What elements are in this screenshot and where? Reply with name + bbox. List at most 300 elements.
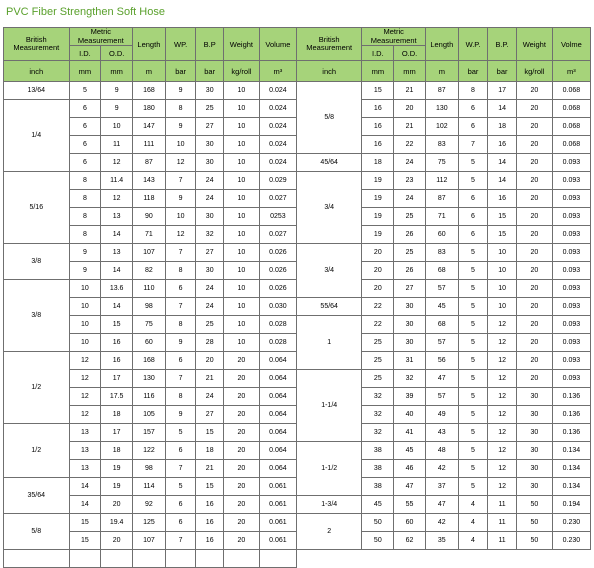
bp-cell: 18 [196,442,223,460]
wp-cell: 6 [165,514,196,532]
weight-cell: 20 [516,298,552,316]
british-size-cell: 3/4 [296,172,362,244]
length-cell: 57 [425,334,458,352]
volume-cell: 0.029 [259,172,296,190]
weight-cell: 30 [516,442,552,460]
hose-spec-table [3,27,591,568]
id-cell: 15 [69,514,101,532]
length-cell: 48 [425,442,458,460]
header-od-left: O.D. [101,46,133,61]
weight-cell: 50 [516,496,552,514]
id-cell: 20 [362,244,394,262]
wp-cell: 7 [458,136,488,154]
length-cell [133,550,166,568]
od-cell: 21 [394,118,426,136]
volume-cell: 0.230 [552,532,590,550]
unit-inch-right: inch [296,61,362,82]
weight-cell: 20 [516,100,552,118]
table-row [4,154,591,172]
volume-cell: 0.027 [259,190,296,208]
id-cell: 14 [69,478,101,496]
length-cell: 110 [133,280,166,298]
id-cell: 10 [69,334,101,352]
british-size-cell: 5/8 [4,514,70,550]
bp-cell: 11 [488,496,517,514]
volume-cell: 0.026 [259,262,296,280]
id-cell: 45 [362,496,394,514]
wp-cell: 7 [165,532,196,550]
length-cell: 87 [133,154,166,172]
british-size-cell: 5/8 [296,82,362,154]
wp-cell: 4 [458,514,488,532]
volume-cell: 0.093 [552,154,590,172]
id-cell: 15 [362,82,394,100]
british-size-cell: 45/64 [296,154,362,172]
volume-cell: 0.064 [259,352,296,370]
length-cell: 45 [425,298,458,316]
weight-cell: 10 [223,262,259,280]
wp-cell: 6 [458,226,488,244]
volume-cell: 0.134 [552,460,590,478]
weight-cell: 20 [516,226,552,244]
bp-cell: 10 [488,244,517,262]
wp-cell: 10 [165,208,196,226]
weight-cell: 10 [223,118,259,136]
header-id-right: I.D. [362,46,394,61]
od-cell: 11 [101,136,133,154]
british-size-cell: 1/2 [4,352,70,424]
id-cell: 8 [69,226,101,244]
volume-cell: 0.028 [259,334,296,352]
id-cell: 10 [69,280,101,298]
id-cell: 19 [362,226,394,244]
volume-cell: 0.093 [552,280,590,298]
weight-cell: 20 [516,262,552,280]
length-cell: 47 [425,370,458,388]
wp-cell: 6 [165,352,196,370]
british-size-cell: 1-3/4 [296,496,362,514]
length-cell: 102 [425,118,458,136]
wp-cell: 5 [458,370,488,388]
od-cell: 13 [101,208,133,226]
bp-cell: 24 [196,298,223,316]
length-cell: 82 [133,262,166,280]
od-cell: 21 [394,82,426,100]
table-row [4,244,591,262]
length-cell: 42 [425,460,458,478]
volume-cell: 0.093 [552,244,590,262]
weight-cell: 10 [223,82,259,100]
british-size-cell [4,550,70,568]
length-cell: 35 [425,532,458,550]
id-cell: 14 [69,496,101,514]
od-cell: 16 [101,334,133,352]
weight-cell: 10 [223,244,259,262]
od-cell: 41 [394,424,426,442]
header-metric-left: Metric Measurement [69,28,132,46]
id-cell: 38 [362,478,394,496]
bp-cell: 30 [196,262,223,280]
header-weight-right: Weight [516,28,552,61]
volume-cell: 0.026 [259,244,296,262]
od-cell: 26 [394,226,426,244]
volume-cell: 0.030 [259,298,296,316]
wp-cell: 6 [165,280,196,298]
weight-cell: 20 [223,496,259,514]
od-cell: 15 [101,316,133,334]
weight-cell: 20 [516,118,552,136]
volume-cell: 0.134 [552,442,590,460]
british-size-cell: 1 [296,316,362,370]
id-cell: 50 [362,532,394,550]
weight-cell: 10 [223,136,259,154]
wp-cell: 7 [165,298,196,316]
length-cell: 147 [133,118,166,136]
od-cell: 18 [101,406,133,424]
weight-cell: 20 [223,370,259,388]
british-size-cell: 1-1/2 [296,442,362,496]
wp-cell: 7 [165,370,196,388]
weight-cell: 50 [516,514,552,532]
volume-cell: 0.064 [259,388,296,406]
bp-cell: 17 [488,82,517,100]
wp-cell: 12 [165,154,196,172]
british-size-cell: 13/64 [4,82,70,100]
od-cell: 47 [394,478,426,496]
weight-cell: 10 [223,226,259,244]
od-cell: 20 [101,496,133,514]
weight-cell: 10 [223,172,259,190]
bp-cell: 15 [196,424,223,442]
volume-cell: 0.093 [552,370,590,388]
id-cell: 6 [69,118,101,136]
weight-cell: 10 [223,334,259,352]
weight-cell: 20 [516,208,552,226]
od-cell: 55 [394,496,426,514]
volume-cell [259,550,296,568]
table-row [4,496,591,514]
british-size-cell: 1-1/4 [296,370,362,442]
weight-cell: 10 [223,190,259,208]
wp-cell: 5 [458,442,488,460]
bp-cell: 27 [196,406,223,424]
length-cell: 60 [425,226,458,244]
british-size-cell: 1/2 [4,424,70,478]
weight-cell: 20 [223,406,259,424]
weight-cell: 20 [516,316,552,334]
weight-cell: 20 [516,154,552,172]
od-cell: 24 [394,154,426,172]
unit-m-right: m [425,61,458,82]
od-cell: 17.5 [101,388,133,406]
weight-cell: 10 [223,208,259,226]
id-cell: 10 [69,298,101,316]
volume-cell: 0.068 [552,82,590,100]
id-cell: 25 [362,334,394,352]
od-cell: 27 [394,280,426,298]
bp-cell: 12 [488,352,517,370]
id-cell: 12 [69,352,101,370]
wp-cell: 8 [165,388,196,406]
bp-cell: 16 [196,532,223,550]
od-cell: 20 [394,100,426,118]
weight-cell: 10 [223,280,259,298]
id-cell: 13 [69,442,101,460]
id-cell: 19 [362,208,394,226]
bp-cell: 12 [488,334,517,352]
weight-cell: 20 [516,82,552,100]
bp-cell: 30 [196,82,223,100]
od-cell: 32 [394,370,426,388]
volume-cell: 0.093 [552,226,590,244]
bp-cell: 11 [488,532,517,550]
bp-cell: 16 [488,136,517,154]
od-cell: 26 [394,262,426,280]
od-cell: 30 [394,334,426,352]
length-cell: 42 [425,514,458,532]
length-cell: 107 [133,532,166,550]
length-cell: 68 [425,262,458,280]
id-cell: 18 [362,154,394,172]
bp-cell: 30 [196,154,223,172]
id-cell: 19 [362,172,394,190]
volume-cell: 0.093 [552,316,590,334]
wp-cell: 5 [458,352,488,370]
wp-cell: 4 [458,532,488,550]
length-cell: 98 [133,298,166,316]
weight-cell [223,550,259,568]
od-cell: 62 [394,532,426,550]
volume-cell: 0.068 [552,100,590,118]
wp-cell: 5 [458,334,488,352]
wp-cell: 5 [458,388,488,406]
bp-cell: 30 [196,136,223,154]
british-size-cell: 3/8 [4,280,70,352]
table-row [4,370,591,388]
id-cell: 9 [69,244,101,262]
wp-cell: 7 [165,172,196,190]
length-cell: 60 [133,334,166,352]
bp-cell: 12 [488,388,517,406]
volume-cell: 0.064 [259,460,296,478]
length-cell: 112 [425,172,458,190]
unit-bar-right: bar [458,61,488,82]
length-cell: 75 [133,316,166,334]
length-cell: 75 [425,154,458,172]
wp-cell: 9 [165,190,196,208]
od-cell: 19 [101,460,133,478]
header-metric-right: Metric Measurement [362,28,425,46]
bp-cell: 10 [488,262,517,280]
weight-cell: 30 [516,478,552,496]
wp-cell: 5 [458,280,488,298]
wp-cell: 9 [165,406,196,424]
id-cell: 16 [362,118,394,136]
weight-cell: 20 [223,532,259,550]
header-bp-left: B.P [196,28,223,61]
wp-cell: 8 [165,262,196,280]
weight-cell: 30 [516,388,552,406]
volume-cell: 0.093 [552,298,590,316]
id-cell: 16 [362,136,394,154]
volume-cell: 0.064 [259,406,296,424]
volume-cell: 0.024 [259,136,296,154]
bp-cell: 12 [488,442,517,460]
wp-cell: 6 [458,118,488,136]
unit-mm-right: mm [362,61,394,82]
weight-cell: 20 [223,442,259,460]
unit-m3-left: m³ [259,61,296,82]
header-volume-right: Volme [552,28,590,61]
id-cell: 20 [362,262,394,280]
header-od-right: O.D. [394,46,426,61]
volume-cell: 0.061 [259,496,296,514]
wp-cell: 5 [458,244,488,262]
volume-cell: 0.068 [552,118,590,136]
bp-cell: 12 [488,406,517,424]
id-cell: 25 [362,352,394,370]
volume-cell: 0.026 [259,280,296,298]
wp-cell: 12 [165,226,196,244]
length-cell: 56 [425,352,458,370]
bp-cell: 15 [488,226,517,244]
od-cell: 17 [101,370,133,388]
unit-mm-left: mm [101,61,133,82]
od-cell: 16 [101,352,133,370]
volume-cell: 0.024 [259,154,296,172]
bp-cell: 16 [196,514,223,532]
id-cell: 22 [362,316,394,334]
wp-cell: 5 [165,424,196,442]
id-cell: 15 [69,532,101,550]
volume-cell: 0.064 [259,370,296,388]
length-cell: 122 [133,442,166,460]
weight-cell: 20 [223,460,259,478]
wp-cell: 9 [165,334,196,352]
bp-cell: 15 [488,208,517,226]
od-cell: 20 [101,532,133,550]
length-cell: 71 [133,226,166,244]
weight-cell: 20 [516,370,552,388]
length-cell: 130 [133,370,166,388]
table-row [4,298,591,316]
table-row [4,514,591,532]
id-cell: 32 [362,424,394,442]
bp-cell: 25 [196,316,223,334]
volume-cell: 0.064 [259,424,296,442]
od-cell: 14 [101,298,133,316]
volume-cell: 0.028 [259,316,296,334]
id-cell [69,550,101,568]
length-cell: 71 [425,208,458,226]
weight-cell: 20 [516,334,552,352]
bp-cell: 12 [488,316,517,334]
volume-cell: 0.093 [552,190,590,208]
volume-cell: 0.136 [552,406,590,424]
od-cell: 13 [101,244,133,262]
header-british-right: British Measurement [296,28,362,61]
length-cell: 168 [133,82,166,100]
header-row-1 [4,28,591,46]
id-cell: 10 [69,316,101,334]
weight-cell: 20 [516,352,552,370]
unit-bar-left: bar [196,61,223,82]
wp-cell: 5 [458,172,488,190]
od-cell: 9 [101,100,133,118]
bp-cell: 16 [488,190,517,208]
table-title: PVC Fiber Strengthen Soft Hose [6,6,165,18]
od-cell: 19 [101,478,133,496]
od-cell: 14 [101,262,133,280]
length-cell: 37 [425,478,458,496]
od-cell: 45 [394,442,426,460]
bp-cell: 16 [196,496,223,514]
wp-cell: 9 [165,118,196,136]
length-cell: 43 [425,424,458,442]
volume-cell: 0.061 [259,478,296,496]
volume-cell: 0.093 [552,172,590,190]
volume-cell: 0.064 [259,442,296,460]
id-cell: 13 [69,460,101,478]
header-bp-right: B.P. [488,28,517,61]
bp-cell: 30 [196,208,223,226]
length-cell: 57 [425,388,458,406]
bp-cell: 20 [196,352,223,370]
table-row [4,550,591,568]
weight-cell: 10 [223,316,259,334]
wp-cell: 6 [458,100,488,118]
bp-cell: 24 [196,172,223,190]
bp-cell: 32 [196,226,223,244]
id-cell: 6 [69,154,101,172]
volume-cell: 0.024 [259,82,296,100]
volume-cell: 0.093 [552,208,590,226]
length-cell: 47 [425,496,458,514]
od-cell: 19.4 [101,514,133,532]
od-cell: 30 [394,316,426,334]
british-size-cell: 55/64 [296,298,362,316]
volume-cell: 0.093 [552,334,590,352]
bp-cell: 24 [196,388,223,406]
header-weight-left: Weight [223,28,259,61]
bp-cell: 24 [196,280,223,298]
id-cell: 12 [69,388,101,406]
id-cell: 13 [69,424,101,442]
wp-cell: 10 [165,136,196,154]
id-cell: 6 [69,136,101,154]
od-cell: 17 [101,424,133,442]
length-cell: 130 [425,100,458,118]
table-row [4,316,591,334]
id-cell: 25 [362,370,394,388]
header-wp-right: W.P. [458,28,488,61]
units-row [4,61,591,82]
id-cell: 8 [69,190,101,208]
id-cell: 5 [69,82,101,100]
weight-cell: 20 [516,244,552,262]
bp-cell: 10 [488,298,517,316]
bp-cell: 12 [488,460,517,478]
british-size-cell: 35/64 [4,478,70,514]
od-cell: 18 [101,442,133,460]
od-cell: 22 [394,136,426,154]
bp-cell: 21 [196,370,223,388]
table-body [4,82,591,568]
wp-cell: 9 [165,82,196,100]
volume-cell: 0.024 [259,118,296,136]
length-cell: 118 [133,190,166,208]
bp-cell: 12 [488,478,517,496]
